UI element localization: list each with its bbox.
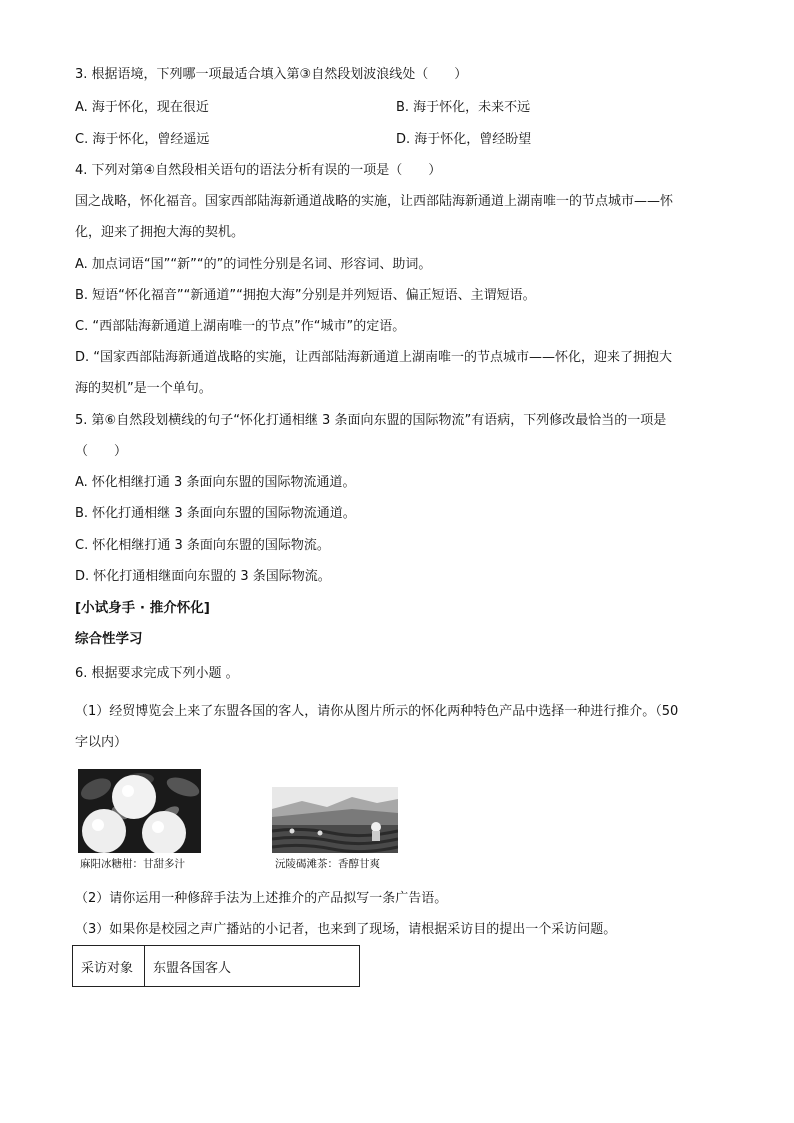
q5-option-c: C. 怀化相继打通 3 条面向东盟的国际物流。 bbox=[75, 538, 330, 553]
q5-option-b: B. 怀化打通相继 3 条面向东盟的国际物流通道。 bbox=[75, 506, 356, 521]
q3-option-b: B. 海于怀化，未来不远 bbox=[396, 100, 531, 115]
q6-sub2: （2）请你运用一种修辞手法为上述推介的产品拟写一条广告语。 bbox=[75, 891, 448, 906]
q4-option-d-line1: D. “国家西部陆海新通道战略的实施，让西部陆海新通道上湖南唯一的节点城市——怀化，迎来了拥抱大 bbox=[75, 350, 673, 365]
q5-option-a: A. 怀化相继打通 3 条面向东盟的国际物流通道。 bbox=[75, 475, 356, 490]
q4-option-b: B. 短语“怀化福音”“新通道”“拥抱大海”分别是并列短语、偏正短语、主谓短语。 bbox=[75, 288, 536, 303]
orange-illustration bbox=[78, 769, 201, 853]
q4-option-c: C. “西部陆海新通道上湖南唯一的节点”作“城市”的定语。 bbox=[75, 319, 406, 334]
q3-option-d: D. 海于怀化，曾经盼望 bbox=[396, 132, 532, 147]
q4-option-a: A. 加点词语“国”“新”“的”的词性分别是名词、形容词、助词。 bbox=[75, 257, 432, 272]
q6-sub1-line1: （1）经贸博览会上来了东盟各国的客人，请你从图片所示的怀化两种特色产品中选择一种进行推介。（50 bbox=[75, 704, 679, 719]
q5-stem-line2: （ ） bbox=[75, 444, 128, 459]
section-subheading: 综合性学习 bbox=[75, 631, 143, 647]
q6-sub3: （3）如果你是校园之声广播站的小记者，也来到了现场，请根据采访目的提出一个采访问题。 bbox=[75, 922, 617, 937]
q4-option-d-line2: 海的契机”是一个单句。 bbox=[75, 381, 212, 396]
tea-illustration bbox=[272, 787, 398, 853]
orange-photo bbox=[78, 769, 201, 853]
q6-sub1-line2: 字以内） bbox=[75, 735, 128, 750]
interview-table bbox=[72, 945, 360, 987]
q3-option-a: A. 海于怀化，现在很近 bbox=[75, 100, 209, 115]
tea-caption: 沅陵碣滩茶：香醇甘爽 bbox=[275, 858, 380, 870]
tea-photo bbox=[272, 787, 398, 853]
interview-target-label: 采访对象 bbox=[73, 946, 145, 987]
orange-caption: 麻阳冰糖柑：甘甜多汁 bbox=[80, 858, 185, 870]
table-row bbox=[73, 946, 360, 987]
q5-option-d: D. 怀化打通相继面向东盟的 3 条国际物流。 bbox=[75, 569, 331, 584]
q5-stem-line1: 5. 第⑥自然段划横线的句子“怀化打通相继 3 条面向东盟的国际物流”有语病，下列修改最恰当的一项是 bbox=[75, 413, 667, 428]
q4-passage-line2: 化，迎来了拥抱大海的契机。 bbox=[75, 225, 245, 240]
interview-target-value: 东盟各国客人 bbox=[145, 946, 360, 987]
q3-option-c: C. 海于怀化，曾经遥远 bbox=[75, 132, 210, 147]
q4-passage-line1: 国之战略，怀化福音。国家西部陆海新通道战略的实施，让西部陆海新通道上湖南唯一的节点城市——怀 bbox=[75, 194, 674, 209]
q4-stem: 4. 下列对第④自然段相关语句的语法分析有误的一项是（ ） bbox=[75, 163, 442, 178]
q3-stem: 3. 根据语境，下列哪一项最适合填入第③自然段划波浪线处（ ） bbox=[75, 67, 468, 82]
q6-stem: 6. 根据要求完成下列小题 。 bbox=[75, 666, 239, 681]
section-heading: [小试身手 · 推介怀化] bbox=[75, 600, 210, 616]
